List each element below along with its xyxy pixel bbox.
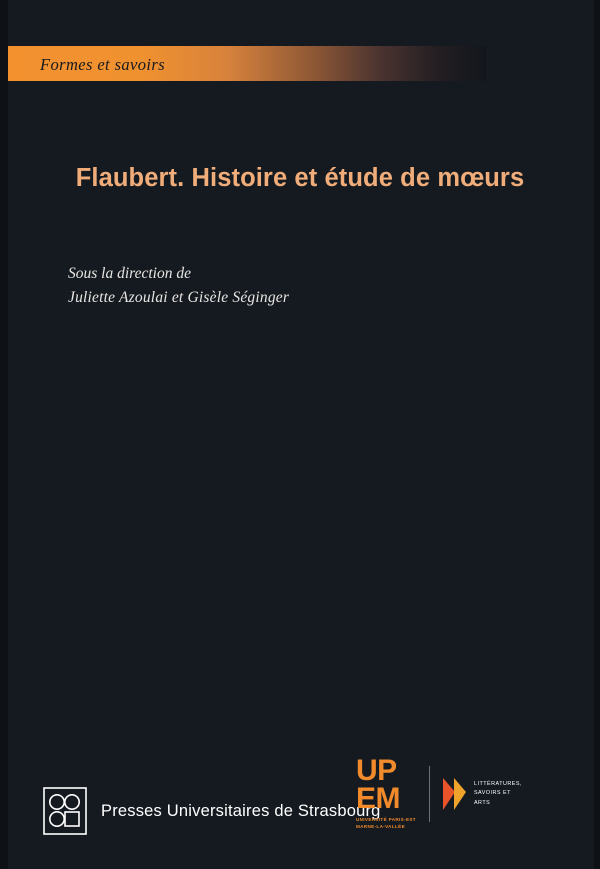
page-title: Flaubert. Histoire et étude de mœurs (75, 164, 525, 192)
lsa-line1: LITTÉRATURES, (473, 780, 522, 787)
editors-block (68, 262, 498, 310)
upem-subtitle (356, 817, 416, 831)
publisher-name: Presses Universitaires de Strasbourg (101, 801, 381, 820)
lsa-logo-block (441, 774, 522, 814)
logo-divider (429, 766, 430, 822)
upem-sub-line1: UNIVERSITÉ PARIS-EST (355, 817, 416, 823)
lsa-chevron-logo-icon (441, 774, 467, 814)
upem-sub-line2: MARNE-LA-VALLÉE (355, 824, 405, 830)
partner-logos (355, 754, 522, 831)
editors-intro: Sous la direction de (68, 265, 191, 282)
upem-line1: UP (355, 754, 397, 788)
publisher-block (43, 787, 381, 835)
editors-names: Juliette Azoulai et Gisèle Séginger (68, 289, 290, 307)
upem-line2: EM (355, 781, 400, 815)
series-label: Formes et savoirs (40, 55, 166, 74)
page-edge-right (594, 0, 600, 869)
lsa-text (474, 780, 522, 808)
page-edge-left (0, 0, 8, 869)
pus-circles-logo-icon (43, 787, 87, 835)
lsa-line3: ARTS (473, 799, 491, 806)
lsa-line2: SAVOIRS ET (473, 790, 511, 797)
upem-logo-icon (355, 754, 416, 831)
